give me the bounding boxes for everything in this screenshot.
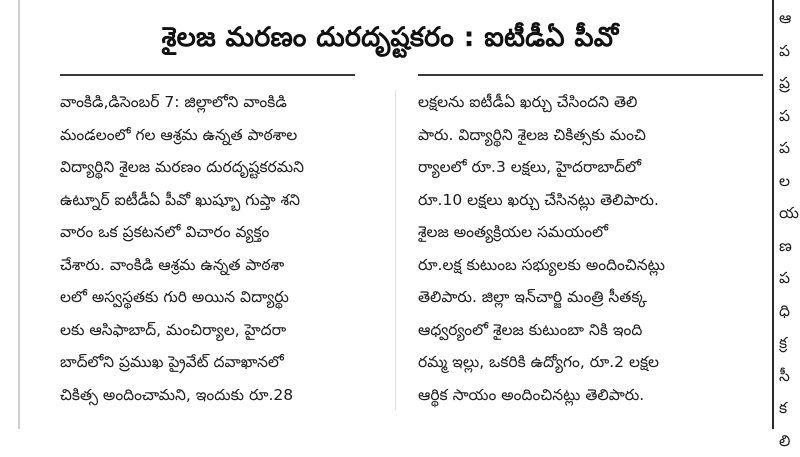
text-line: రూ.10 లక్షలు ఖర్చు చేసినట్లు తెలిపారు. — [418, 184, 758, 217]
text-line: చికిత్స అందించామని, ఇందుకు రూ.28 — [60, 379, 360, 412]
text-line: ప — [779, 100, 800, 133]
text-line: శైలజ అంత్యక్రియల సమయంలో — [418, 216, 758, 249]
text-line: వారం ఒక ప్రకటనలో విచారం వ్యక్తం — [60, 216, 360, 249]
text-line: ప — [779, 35, 800, 68]
headline-rule-left — [60, 74, 355, 76]
text-line: సీ — [779, 360, 800, 393]
text-line: తెలిపారు. జిల్లా ఇన్‌చార్జి మంత్రి సీతక్క — [418, 281, 758, 314]
text-line: ర్యాలలో రూ.3 లక్షలు, హైదరాబాద్‌లో — [418, 151, 758, 184]
text-line: ఆ — [779, 2, 800, 35]
text-line: చేశారు. వాంకిడి ఆశ్రమ ఉన్నత పాఠశా — [60, 249, 360, 282]
adjacent-article-column — [779, 2, 800, 429]
text-line: ల — [779, 165, 800, 198]
text-line: రమ్మ ఇల్లు, ఒకరికి ఉద్యోగం, రూ.2 లక్షల — [418, 346, 758, 379]
text-line: విద్యార్థిని శైలజ మరణం దురదృష్టకరమని — [60, 151, 360, 184]
text-line: ణ — [779, 230, 800, 263]
text-line: య — [779, 197, 800, 230]
text-line: పారు. విద్యార్థిని శైలజ చికిత్సకు మంచి — [418, 119, 758, 152]
text-line: ప — [779, 132, 800, 165]
adjacent-article-divider — [772, 0, 774, 429]
clipping-left-border — [18, 0, 20, 429]
article-column-left — [60, 86, 360, 411]
text-line: లక్షలను ఐటీడీఏ ఖర్చు చేసిందని తెలి — [418, 86, 758, 119]
column-divider — [395, 90, 396, 410]
text-line: లలో అస్వస్థతకు గురి అయిన విద్యార్థు — [60, 281, 360, 314]
text-line: రూ.లక్ష కుటుంబ సభ్యులకు అందించినట్లు — [418, 249, 758, 282]
text-line: ఉట్నూర్ ఐటీడీఏ పీవో ఖుష్బూ గుప్తా శని — [60, 184, 360, 217]
text-line: ప్ర — [779, 67, 800, 100]
article-headline: శైలజ మరణం దురదృష్టకరం : ఐటీడీఏ పీవో — [162, 22, 619, 60]
text-line: మండలంలో గల ఆశ్రమ ఉన్నత పాఠశాల — [60, 119, 360, 152]
text-line: ఆర్థిక సాయం అందించినట్లు తెలిపారు. — [418, 379, 758, 412]
text-line: ధి — [779, 295, 800, 328]
text-line: లకు ఆసిఫాబాద్, మంచిర్యాల, హైదరా — [60, 314, 360, 347]
text-line: క్ర — [779, 327, 800, 360]
text-line: వాంకిడి,డిసెంబర్ 7: జిల్లాలోని వాంకిడి — [60, 86, 360, 119]
headline-container — [40, 14, 740, 68]
article-column-right — [418, 86, 758, 411]
text-line: క — [779, 392, 800, 425]
headline-rule-right — [418, 74, 763, 76]
text-line: ఆధ్వర్యంలో శైలజ కుటుంబా నికి ఇంది — [418, 314, 758, 347]
text-line: బాద్‌లోని ప్రముఖ ప్రైవేట్ దవాఖానలో — [60, 346, 360, 379]
text-line: లి — [779, 425, 800, 457]
text-line: ప — [779, 262, 800, 295]
